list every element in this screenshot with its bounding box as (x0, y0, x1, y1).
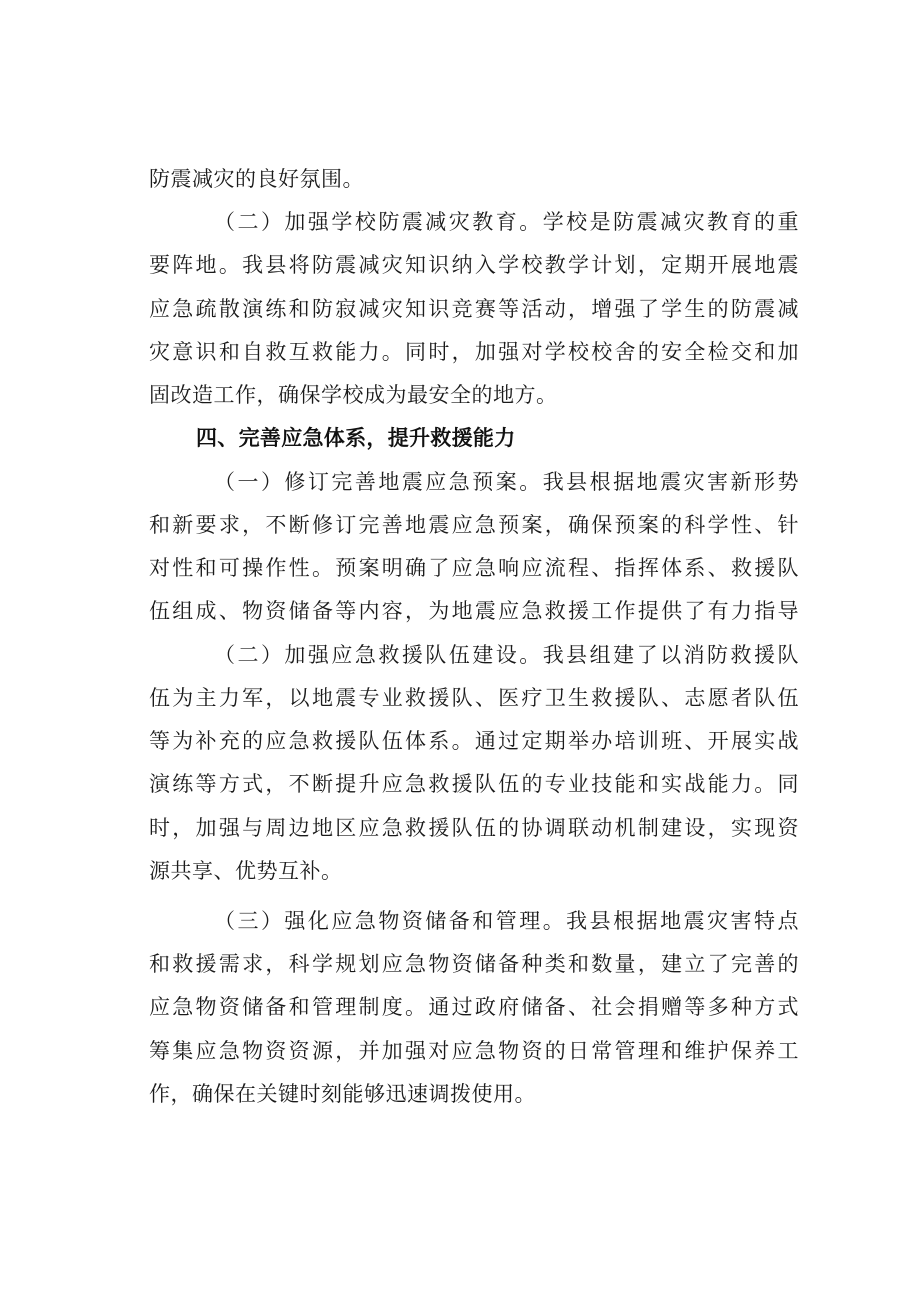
paragraph-line: 灾意识和自救互救能力。同时，加强对学校校舍的安全检交和加 (149, 340, 799, 364)
paragraph-line: 要阵地。我县将防震减灾知识纳入学校教学计划，定期开展地震 (149, 253, 799, 277)
paragraph-line: 演练等方式，不断提升应急救援队伍的专业技能和实战能力。同 (149, 772, 799, 796)
paragraph-line: （三）强化应急物资储备和管理。我县根据地震灾害特点 (214, 909, 799, 933)
paragraph-line: 筹集应急物资资源，并加强对应急物资的日常管理和维护保养工 (149, 1039, 799, 1063)
paragraph-line: 源共享、优势互补。 (149, 859, 343, 883)
paragraph-line: 伍组成、物资储备等内容，为地震应急救援工作提供了有力指导 (149, 599, 799, 623)
section-heading: 四、完善应急体系，提升救援能力 (196, 426, 516, 450)
paragraph-line: 伍为主力军，以地震专业救援队、医疗卫生救援队、志愿者队伍 (149, 686, 799, 710)
paragraph-line: （二）加强应急救援队伍建设。我县组建了以消防救援队 (214, 643, 799, 667)
paragraph-line: 对性和可操作性。预案明确了应急响应流程、指挥体系、救援队 (149, 556, 799, 580)
paragraph-line: 防震减灾的良好氛围。 (149, 167, 364, 191)
paragraph-line: （二）加强学校防震减灾教育。学校是防震减灾教育的重 (214, 210, 799, 234)
paragraph-line: 等为补充的应急救援队伍体系。通过定期举办培训班、开展实战 (149, 729, 799, 753)
paragraph-line: 时，加强与周边地区应急救援队伍的协调联动机制建设，实现资 (149, 816, 799, 840)
paragraph-line: 固改造工作，确保学校成为最安全的地方。 (149, 383, 558, 407)
paragraph-line: 和救援需求，科学规划应急物资储备种类和数量，建立了完善的 (149, 952, 799, 976)
paragraph-line: 应急疏散演练和防寂减灾知识竞赛等活动，增强了学生的防震减 (149, 297, 799, 321)
paragraph-line: 和新要求，不断修订完善地震应急预案，确保预案的科学性、针 (149, 513, 799, 537)
paragraph-line: （一）修订完善地震应急预案。我县根据地震灾害新形势 (214, 470, 799, 494)
paragraph-line: 作，确保在关键时刻能够迅速调拨使用。 (149, 1082, 536, 1106)
paragraph-line: 应急物资储备和管理制度。通过政府储备、社会捐赠等多种方式 (149, 995, 799, 1019)
